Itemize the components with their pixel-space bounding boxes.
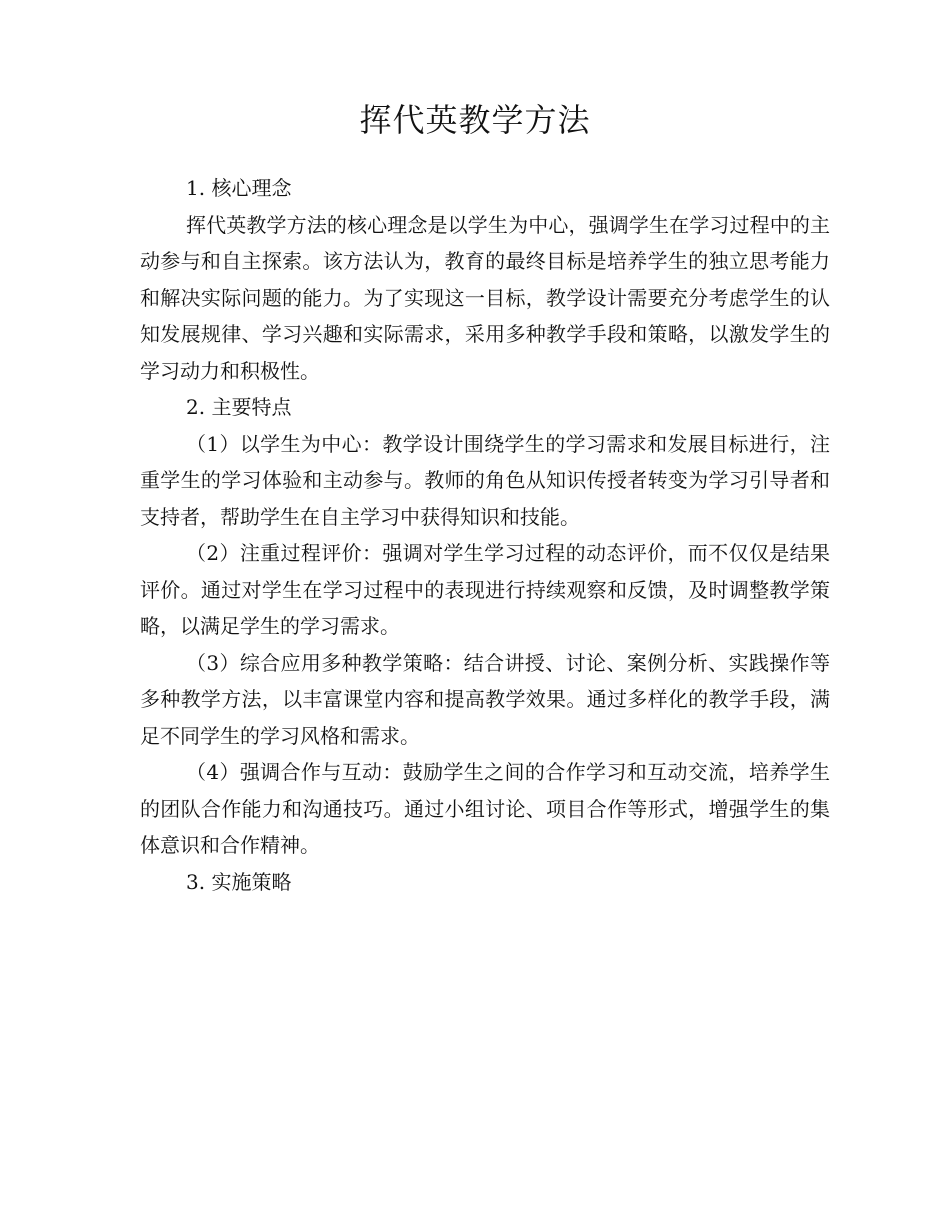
paragraph-feature-student-centered: （1）以学生为中心：教学设计围绕学生的学习需求和发展目标进行，注重学生的学习体验和主动参与。教师的角色从知识传授者转变为学习引导者和支持者，帮助学生在自主学习中获得知识和技能。 [140,431,830,529]
section-heading-implementation: 3. 实施策略 [186,869,292,894]
document-title: 挥代英教学方法 [359,101,591,139]
paragraph-feature-multiple-strategies: （3）综合应用多种教学策略：结合讲授、讨论、案例分析、实践操作等多种教学方法，以丰富课堂内容和提高教学效果。通过多样化的教学手段，满足不同学生的学习风格和需求。 [140,650,830,748]
section-heading-core-concept: 1. 核心理念 [186,176,292,200]
section-heading-main-features: 2. 主要特点 [186,395,292,419]
paragraph-feature-cooperation: （4）强调合作与互动：鼓励学生之间的合作学习和互动交流，培养学生的团队合作能力和沟通技巧。通过小组讨论、项目合作等形式，增强学生的集体意识和合作精神。 [140,760,830,857]
paragraph-feature-process-evaluation: （2）注重过程评价：强调对学生学习过程的动态评价，而不仅仅是结果评价。通过对学生在学习过程中的表现进行持续观察和反馈，及时调整教学策略，以满足学生的学习需求。 [140,541,830,638]
document-body [140,170,830,900]
paragraph-core-concept: 挥代英教学方法的核心理念是以学生为中心，强调学生在学习过程中的主动参与和自主探索。该方法认为，教育的最终目标是培养学生的独立思考能力和解决实际问题的能力。为了实现这一目标，教学设计需要充分考虑学生的认知发展规律、学习兴趣和实际需求，采用多种教学手段和策略，以激发学生的学习动力和积极性。 [140,212,830,383]
